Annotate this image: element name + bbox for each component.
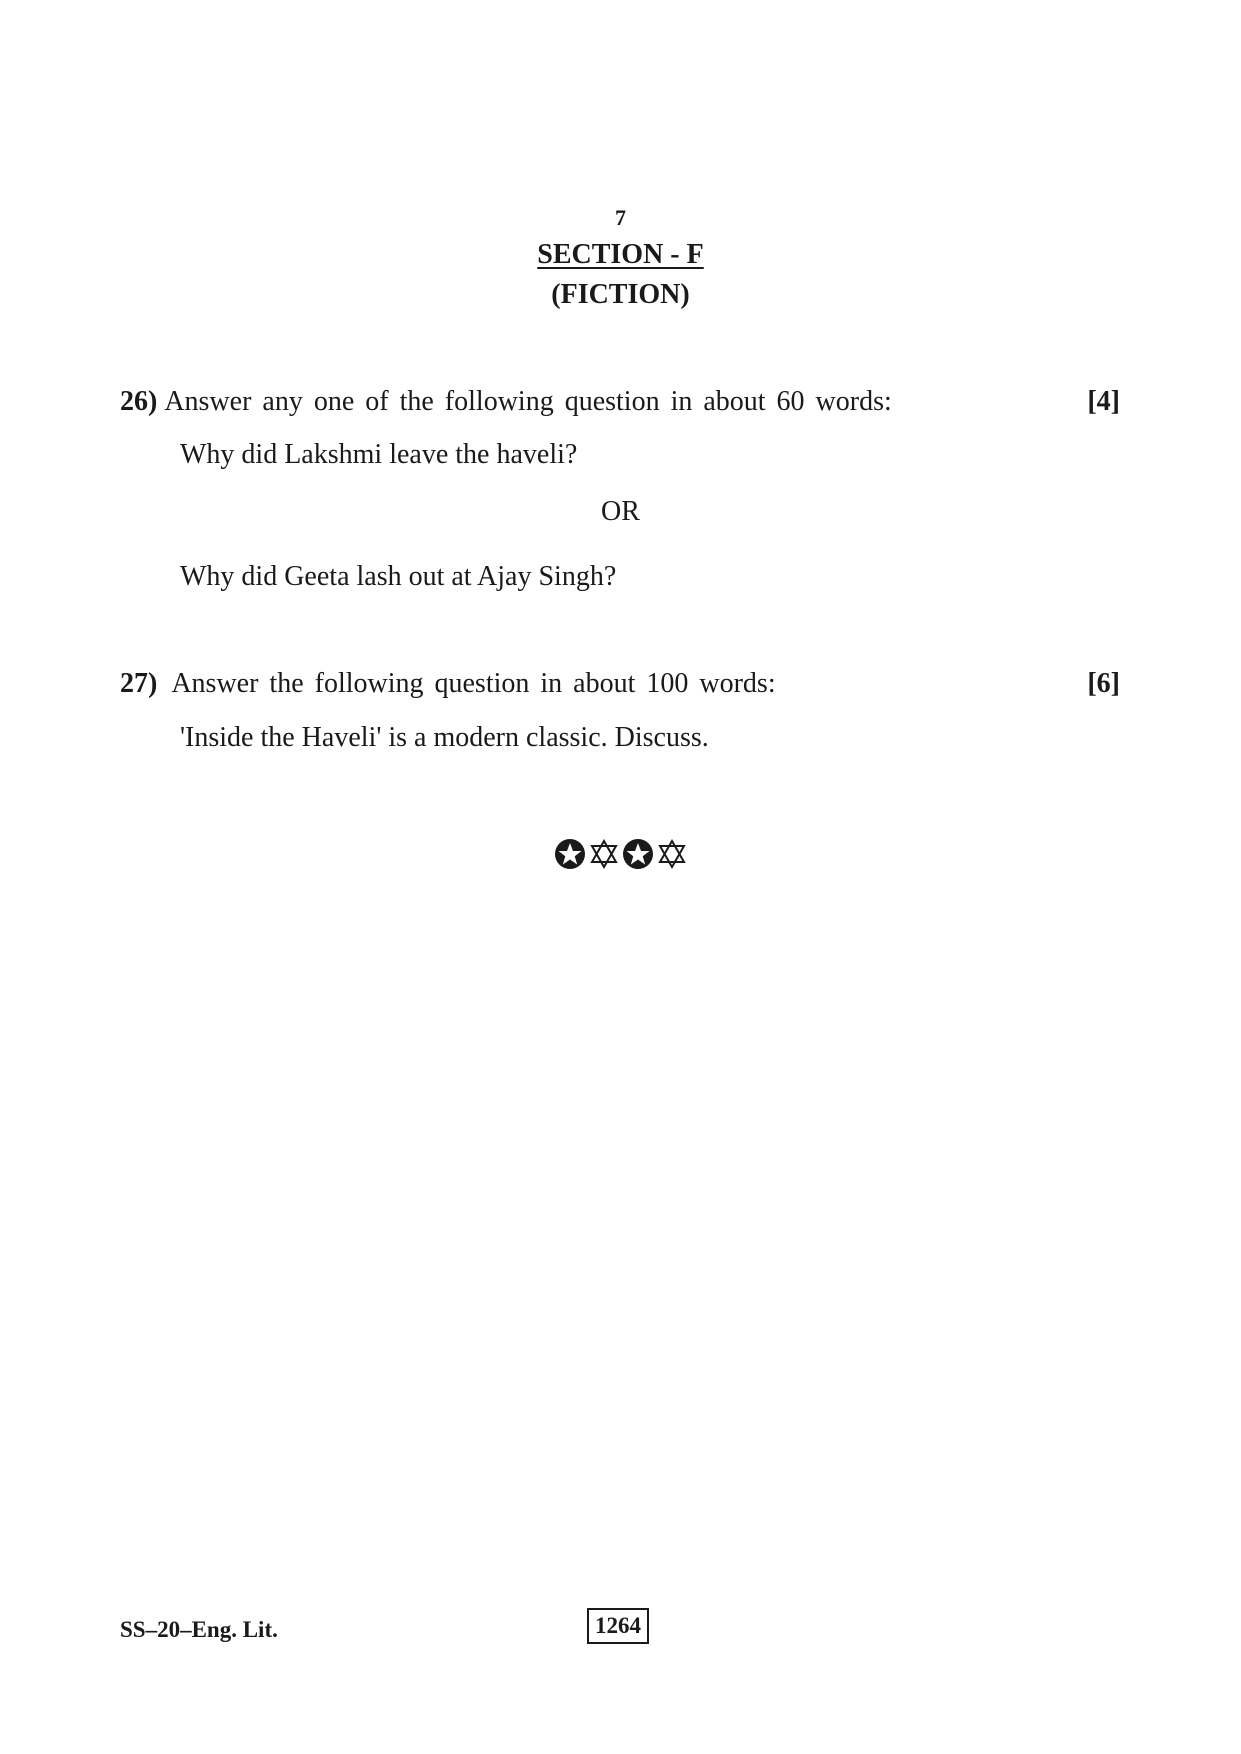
question-26 bbox=[120, 384, 1120, 420]
footer-boxed-number: 1264 bbox=[587, 1608, 649, 1644]
section-title bbox=[0, 238, 1241, 272]
question-number: 27) bbox=[120, 668, 158, 699]
question-marks: [6] bbox=[1087, 668, 1120, 699]
or-separator: OR bbox=[601, 496, 640, 527]
footer-code: SS–20–Eng. Lit. bbox=[120, 1617, 278, 1642]
page-number: 7 bbox=[615, 205, 626, 230]
question-marks: [4] bbox=[1087, 386, 1120, 417]
star-of-david-icon bbox=[656, 838, 688, 870]
question-prompt: Answer any one of the following question in about 60 words: bbox=[164, 386, 892, 417]
star-of-david-icon bbox=[588, 838, 620, 870]
filled-star-circle-icon bbox=[554, 838, 586, 870]
question-line: 'Inside the Haveli' is a modern classic. Discuss. bbox=[180, 722, 709, 753]
question-option: Why did Geeta lash out at Ajay Singh? bbox=[180, 561, 617, 592]
filled-star-circle-icon bbox=[622, 838, 654, 870]
section-title-text: SECTION - F bbox=[537, 239, 704, 270]
question-prompt: Answer the following question in about 100 words: bbox=[171, 668, 776, 699]
question-option: Why did Lakshmi leave the haveli? bbox=[180, 439, 578, 470]
question-27 bbox=[120, 666, 1120, 702]
section-subtitle: (FICTION) bbox=[551, 279, 690, 310]
question-number: 26) bbox=[120, 386, 158, 417]
end-ornament bbox=[0, 838, 1241, 870]
